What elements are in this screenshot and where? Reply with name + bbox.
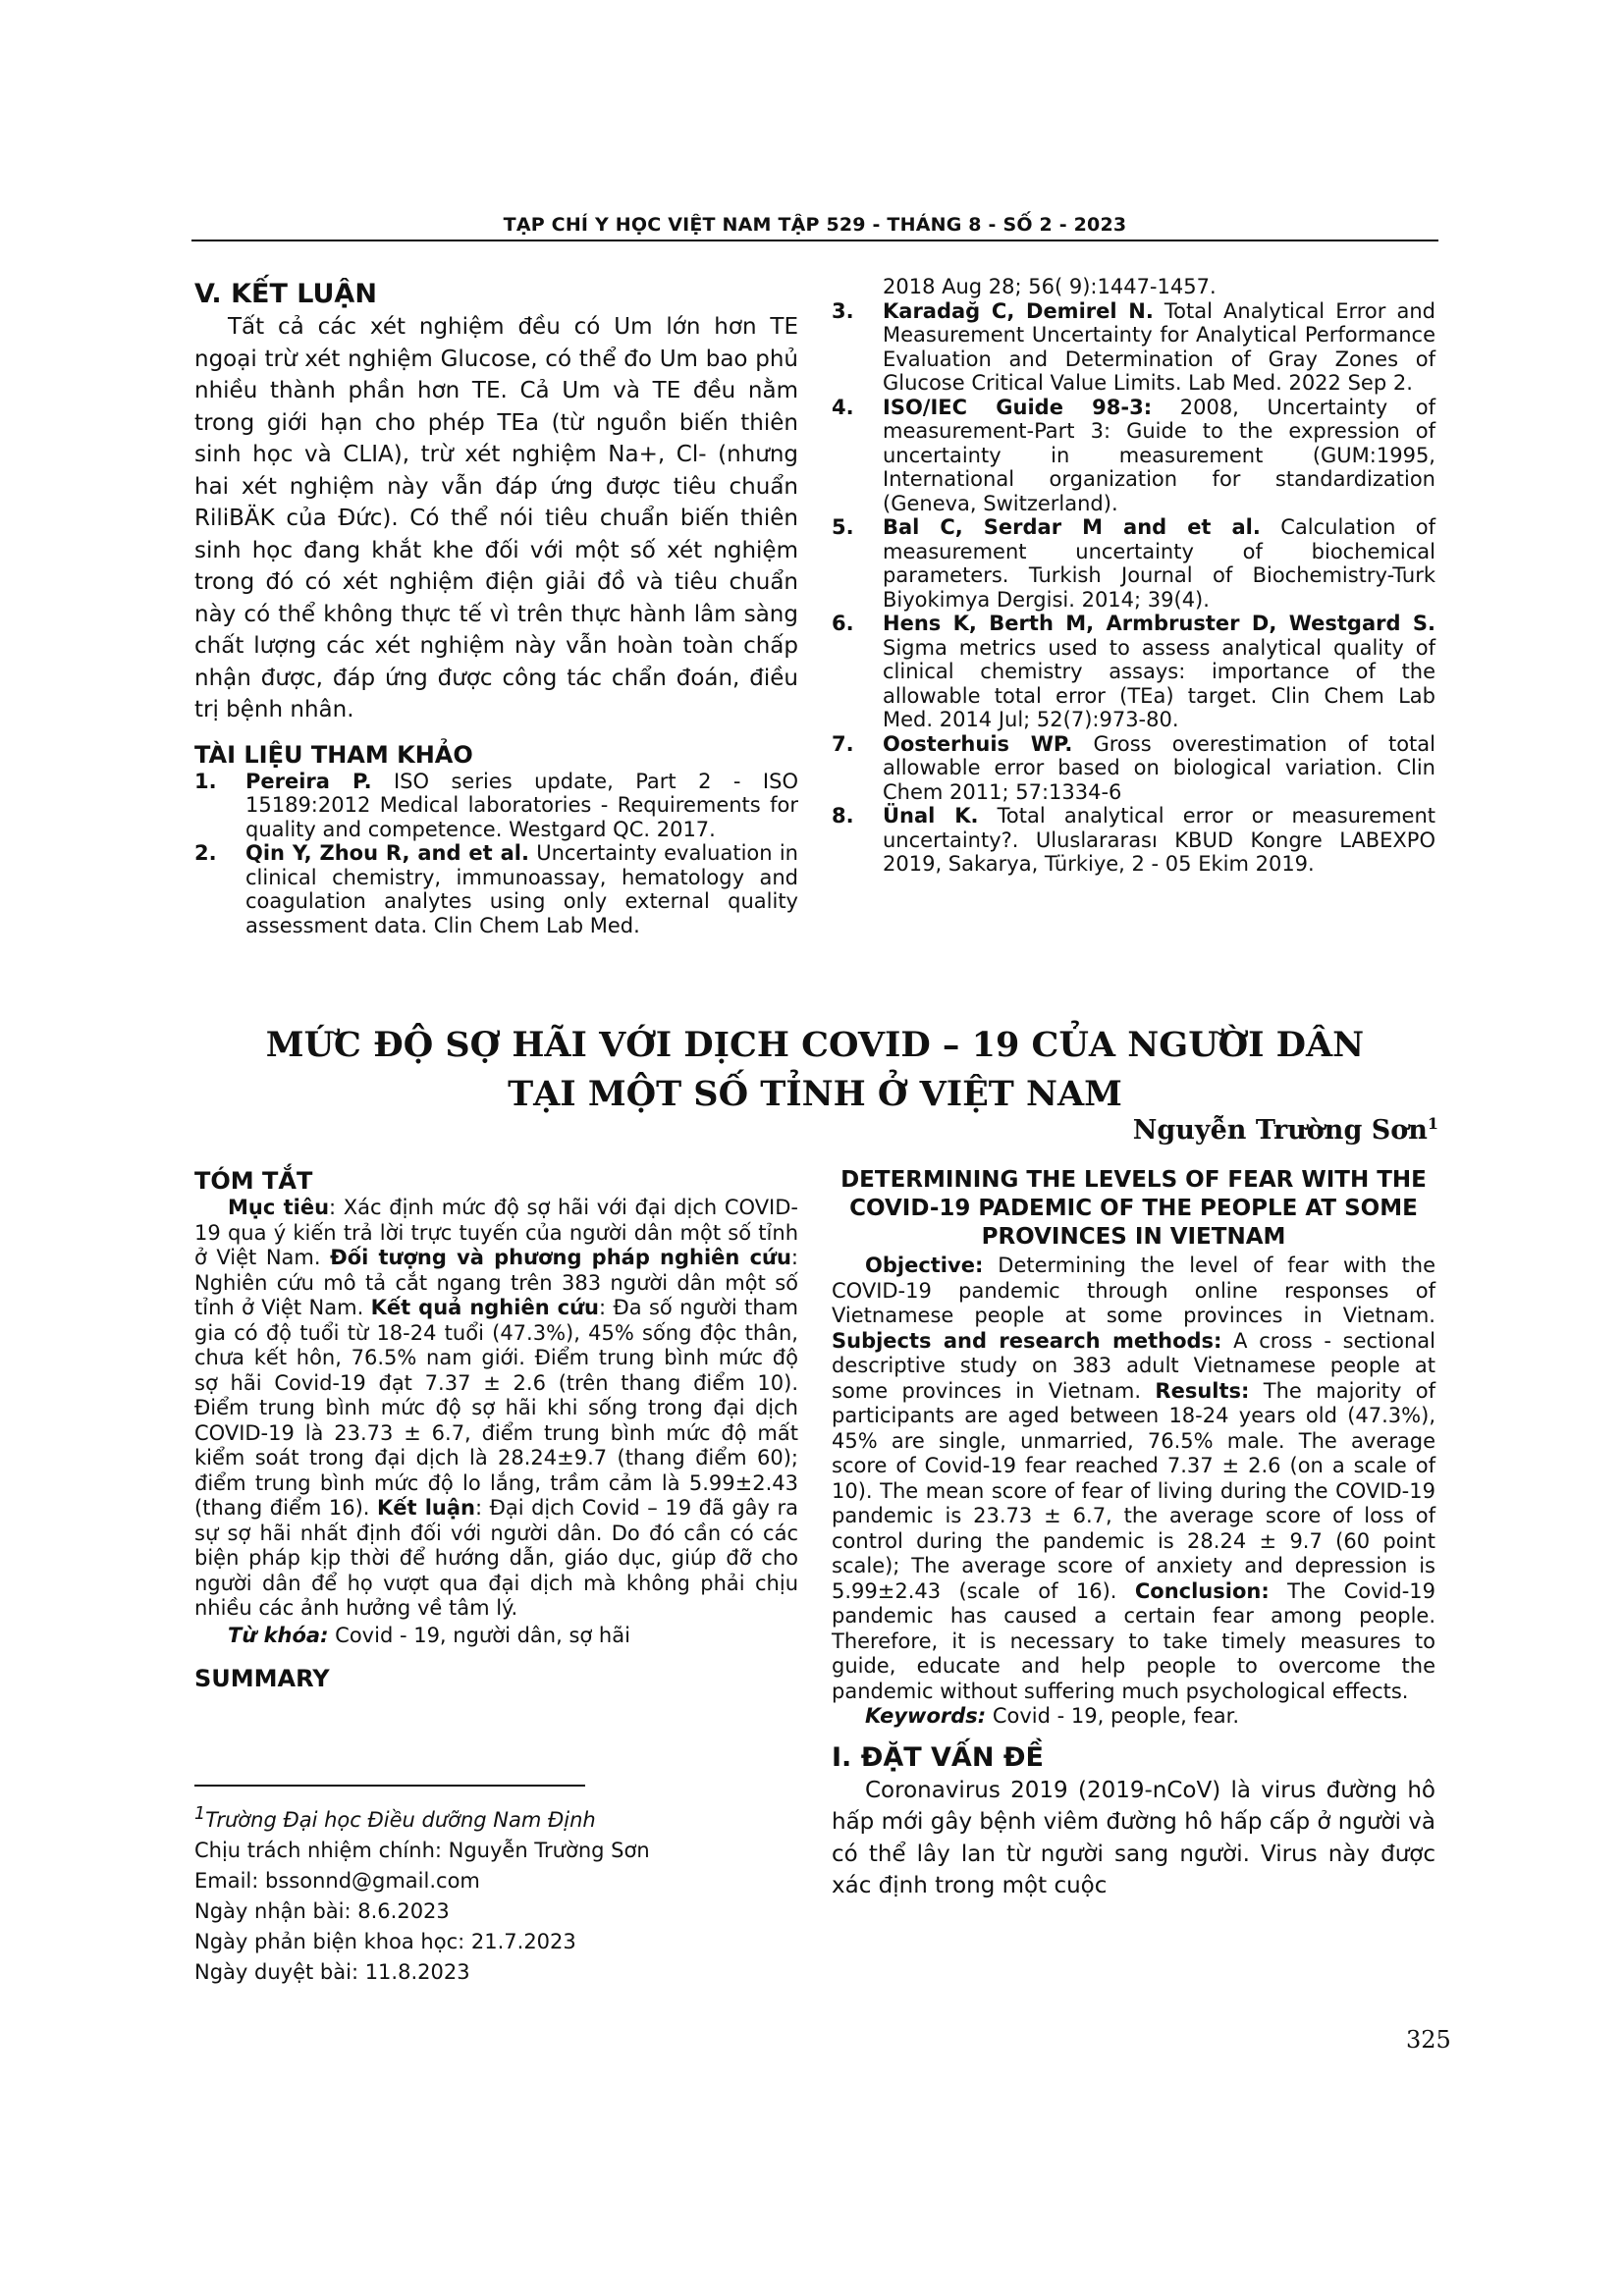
left-top-column: [194, 278, 798, 937]
footnote: [194, 1799, 650, 1988]
reference-number: 2.: [194, 841, 217, 865]
label-conclusion-vi: Kết luận: [376, 1496, 475, 1520]
reference-number: 5.: [832, 515, 854, 539]
reference-7: [832, 732, 1435, 805]
footnote-reviewed: Ngày phản biện khoa học: 21.7.2023: [194, 1930, 576, 1953]
reference-6: [832, 612, 1435, 732]
intro-heading: I. ĐẶT VẤN ĐỀ: [832, 1741, 1044, 1773]
reference-2-continued: [832, 275, 1435, 299]
reference-number: 6.: [832, 612, 854, 635]
keywords-en-text: Covid - 19, people, fear.: [986, 1704, 1240, 1728]
footnote-rule: [194, 1785, 585, 1787]
reference-number: 4.: [832, 395, 854, 419]
reference-authors: Pereira P.: [245, 769, 372, 793]
conclusion-text: Tất cả các xét nghiệm đều có Um lớn hơn TE ngoại trừ xét nghiệm Glucose, có thể đo Um bao phủ nhiều thành phần hơn TE. Cả Um và TE đều nằm trong giới hạn cho phép TEa (từ nguồn biến thiên sinh học và CLIA), trừ xét nghiệm Na+, Cl- (nhưng hai xét nghiệm này vẫn đáp ứng được tiêu chuẩn RiliBÄK của Đức). Có thể nói tiêu chuẩn biến thiên sinh học đang khắt khe đối với một số xét nghiệm trong đó có xét nghiệm điện giải đồ và tiêu chuẩn này có thể không thực tế vì trên thực hành lâm sàng chất lượng các xét nghiệm này vẫn hoàn toàn chấp nhận được, đáp ứng được công tác chẩn đoán, điều trị bệnh nhân.: [194, 314, 798, 722]
reference-text: ISO series update, Part 2 - ISO 15189:2012 Medical laboratories - Requirements for quality and competence. Westgard QC. 2017.: [245, 769, 798, 841]
article-title-line-1: MỨC ĐỘ SỢ HÃI VỚI DỊCH COVID – 19 CỦA NGƯỜI DÂN: [265, 1025, 1365, 1065]
label-methods-vi: Đối tượng và phương pháp nghiên cứu: [330, 1246, 791, 1269]
abstract-en-text: [832, 1254, 1435, 1704]
label-methods-en: Subjects and research methods:: [832, 1328, 1222, 1353]
summary-heading: SUMMARY: [194, 1665, 330, 1692]
methods-vi-text: : Nghiên cứu mô tả cắt ngang trên 383 người dân một số tỉnh ở Việt Nam.: [194, 1246, 798, 1319]
reference-authors: ISO/IEC Guide 98-3:: [883, 395, 1153, 419]
reference-2: [194, 841, 798, 937]
footnote-received: Ngày nhận bài: 8.6.2023: [194, 1899, 450, 1923]
results-vi-text: : Đa số người tham gia có độ tuổi từ 18-24 tuổi (47.3%), 45% sống độc thân, chưa kết hôn, 76.5% nam giới. Điểm trung bình mức độ sợ hãi Covid-19 đạt 7.37 ± 2.6 (trên thang điểm 10). Điểm trung bình mức độ sợ hãi khi sống trong đại dịch COVID-19 là 23.73 ± 6.7, điểm trung bình mức độ mất kiểm soát trong đại dịch là 28.24±9.7 (thang điểm 60); điểm trung bình mức độ lo lắng, trầm cảm là 5.99±2.43 (thang điểm 16).: [194, 1296, 798, 1520]
author-affiliation-mark: 1: [1427, 1114, 1438, 1133]
reference-5: [832, 515, 1435, 612]
reference-1: [194, 770, 798, 842]
abstract-vi-heading: TÓM TẮT: [194, 1167, 313, 1195]
conclusion-en-text: The Covid-19 pandemic has caused a certain fear among people. Therefore, it is necessary to take timely measures to guide, educate and help people to overcome the pandemic without suffering much psychological effects.: [832, 1578, 1436, 1703]
reference-text: Calculation of measurement uncertainty of biochemical parameters. Turkish Journal of Biochemistry-Turk Biyokimya Dergisi. 2014; 39(4).: [883, 515, 1436, 612]
abstract-en-title: DETERMINING THE LEVELS OF FEAR WITH THE COVID-19 PADEMIC OF THE PEOPLE AT SOME PROVINCES IN VIETNAM: [840, 1167, 1427, 1250]
methods-en-text: A cross - sectional descriptive study on 383 adult Vietnamese people at some provinces in Vietnam.: [832, 1328, 1435, 1403]
reference-text: 2018 Aug 28; 56( 9):1447-1457.: [883, 275, 1217, 298]
intro-text: Coronavirus 2019 (2019-nCoV) là virus đường hô hấp mới gây bệnh viêm đường hô hấp cấp ở người và có thể lây lan từ người sang người. Virus này được xác định trong một cuộc: [832, 1777, 1436, 1898]
footnote-responsible: Chịu trách nhiệm chính: Nguyễn Trường Sơn: [194, 1839, 650, 1862]
label-objective-en: Objective:: [865, 1254, 984, 1277]
reference-number: 8.: [832, 804, 854, 828]
footnote-affiliation: [194, 1799, 650, 1836]
footnote-accepted: Ngày duyệt bài: 11.8.2023: [194, 1960, 470, 1984]
keywords-en: [832, 1704, 1435, 1730]
abstract-vi-text: [194, 1196, 798, 1622]
reference-text: Gross overestimation of total allowable error based on biological variation. Clin Chem 2011; 57:1334-6: [883, 731, 1435, 804]
conclusion-heading: V. KẾT LUẬN: [194, 279, 377, 309]
right-top-column: [832, 275, 1435, 877]
article-title: [191, 1021, 1438, 1119]
article-author: [1133, 1114, 1438, 1146]
abstract-en-column: [832, 1166, 1435, 1902]
reference-number: 1.: [194, 769, 217, 793]
reference-text: Total Analytical Error and Measurement Uncertainty for Analytical Performance Evaluation and Determination of Gray Zones of Glucose Critical Value Limits. Lab Med. 2022 Sep 2.: [883, 298, 1435, 395]
header-rule: [191, 240, 1438, 241]
reference-text: Total analytical error or measurement uncertainty?. Uluslararası KBUD Kongre LABEXPO 2019, Sakarya, Türkiye, 2 - 05 Ekim 2019.: [883, 804, 1435, 876]
reference-authors: Ünal K.: [883, 804, 979, 828]
reference-3: [832, 299, 1435, 396]
keywords-vi: [194, 1624, 798, 1649]
keywords-vi-label: Từ khóa:: [228, 1623, 329, 1647]
keywords-vi-text: Covid - 19, người dân, sợ hãi: [328, 1623, 630, 1647]
reference-8: [832, 804, 1435, 877]
reference-authors: Karadağ C, Demirel N.: [883, 298, 1154, 323]
label-objective-vi: Mục tiêu: [228, 1196, 330, 1219]
label-conclusion-en: Conclusion:: [1134, 1578, 1270, 1603]
footnote-email: Email: bssonnd@gmail.com: [194, 1869, 480, 1893]
reference-authors: Hens K, Berth M, Armbruster D, Westgard S.: [883, 612, 1435, 635]
reference-authors: Bal C, Serdar M and et al.: [883, 515, 1261, 539]
reference-text: Sigma metrics used to assess analytical quality of clinical chemistry assays: importance of the allowable total error (TEa) target. Clin Chem Lab Med. 2014 Jul; 52(7):973-80.: [883, 635, 1435, 731]
page-number: 325: [1406, 2026, 1451, 2054]
results-en-text: The majority of participants are aged between 18-24 years old (47.3%), 45% are single, unmarried, 76.5% male. The average score of Covid-19 fear reached 7.37 ± 2.6 (on a scale of 10). The mean score of fear of living during the COVID-19 pandemic is 23.73 ± 6.7, the average score of loss of control during the pandemic is 28.24 ± 9.7 (60 point scale); The average score of anxiety and depression is 5.99±2.43 (scale of 16).: [832, 1378, 1436, 1603]
objective-vi-text: : Xác định mức độ sợ hãi với đại dịch COVID-19 qua ý kiến trả lời trực tuyến của người dân một số tỉnh ở Việt Nam.: [194, 1196, 799, 1269]
objective-en-text: Determining the level of fear with the COVID-19 pandemic through online responses of Vietnamese people at some provinces in Vietnam.: [832, 1254, 1435, 1327]
footnote-mark: 1: [194, 1804, 206, 1824]
references-heading: TÀI LIỆU THAM KHẢO: [194, 740, 473, 769]
reference-text: Uncertainty evaluation in clinical chemistry, immunoassay, hematology and coagulation analytes using only external quality assessment data. Clin Chem Lab Med.: [245, 841, 798, 937]
conclusion-vi-text: : Đại dịch Covid – 19 đã gây ra sự sợ hãi nhất định đối với người dân. Do đó cần có các biện pháp kịp thời để hướng dẫn, giáo dục, giúp đỡ cho người dân để họ vượt qua đại dịch mà không phải chịu nhiều các ảnh hưởng về tâm lý.: [194, 1496, 798, 1620]
reference-number: 7.: [832, 731, 854, 756]
label-results-vi: Kết quả nghiên cứu: [370, 1296, 599, 1319]
reference-text: 2008, Uncertainty of measurement-Part 3: Guide to the expression of uncertainty in measurement (GUM:1995, International organization for standardization (Geneva, Switzerland).: [883, 395, 1435, 515]
article-title-line-2: TẠI MỘT SỐ TỈNH Ở VIỆT NAM: [508, 1074, 1122, 1114]
keywords-en-label: Keywords:: [865, 1704, 987, 1728]
footnote-affiliation-text: Trường Đại học Điều dưỡng Nam Định: [205, 1808, 596, 1832]
abstract-vi-column: [194, 1166, 798, 1693]
reference-authors: Oosterhuis WP.: [883, 731, 1073, 756]
reference-authors: Qin Y, Zhou R, and et al.: [245, 841, 529, 865]
label-results-en: Results:: [1155, 1378, 1250, 1403]
running-header: TẠP CHÍ Y HỌC VIỆT NAM TẬP 529 - THÁNG 8 - SỐ 2 - 2023: [503, 214, 1127, 236]
reference-number: 3.: [832, 298, 854, 323]
reference-4: [832, 396, 1435, 516]
author-name: Nguyễn Trường Sơn: [1132, 1115, 1428, 1146]
